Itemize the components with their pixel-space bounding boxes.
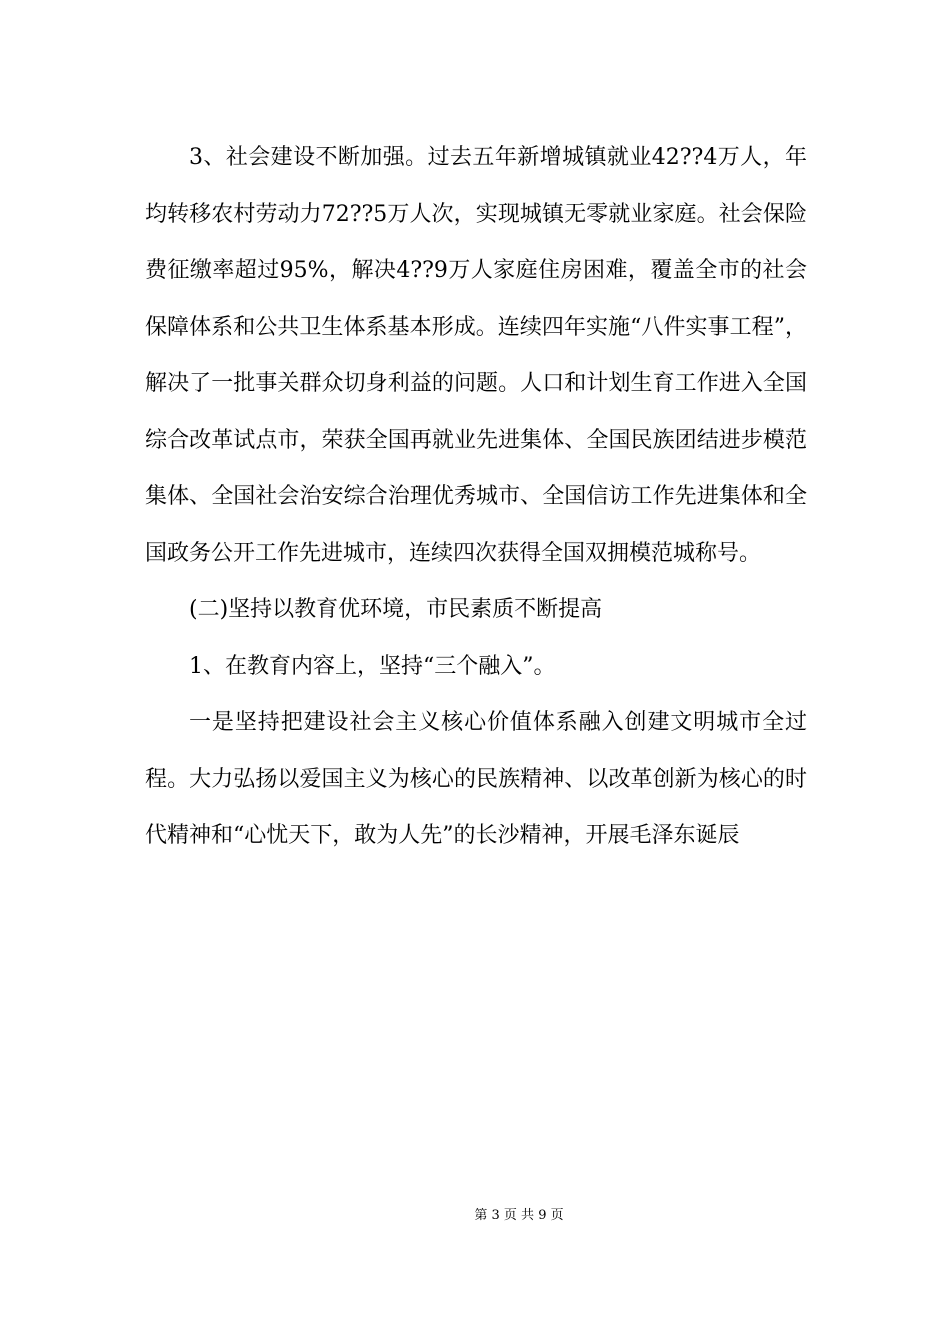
paragraph-social-construction: 3、社会建设不断加强。过去五年新增城镇就业42??4万人，年均转移农村劳动力72??5万人次，实现城镇无零就业家庭。社会保险费征缴率超过95%，解决4??9万人家庭住房困难，覆盖全市的社会保障体系和公共卫生体系基本形成。连续四年实施“八件实事工程”，解决了一批事关群众切身利益的问题。人口和计划生育工作进入全国综合改革试点市，荣获全国再就业先进集体、全国民族团结进步模范集体、全国社会治安综合治理优秀城市、全国信访工作先进集体和全国政务公开工作先进城市，连续四次获得全国双拥模范城称号。 [145, 145, 807, 566]
page-footer [0, 1207, 950, 1225]
section-heading-education: (二)坚持以教育优环境，市民素质不断提高 [189, 597, 603, 622]
paragraph-core-values: 一是坚持把建设社会主义核心价值体系融入创建文明城市全过程。大力弘扬以爱国主义为核心的民族精神、以改革创新为核心的时代精神和“心忧天下，敢为人先”的长沙精神，开展毛泽东诞辰 [145, 710, 807, 848]
paragraph-education-content: 1、在教育内容上，坚持“三个融入”。 [189, 653, 556, 679]
document-body [145, 130, 807, 865]
page-number: 第 3 页 共 9 页 [474, 1208, 564, 1223]
